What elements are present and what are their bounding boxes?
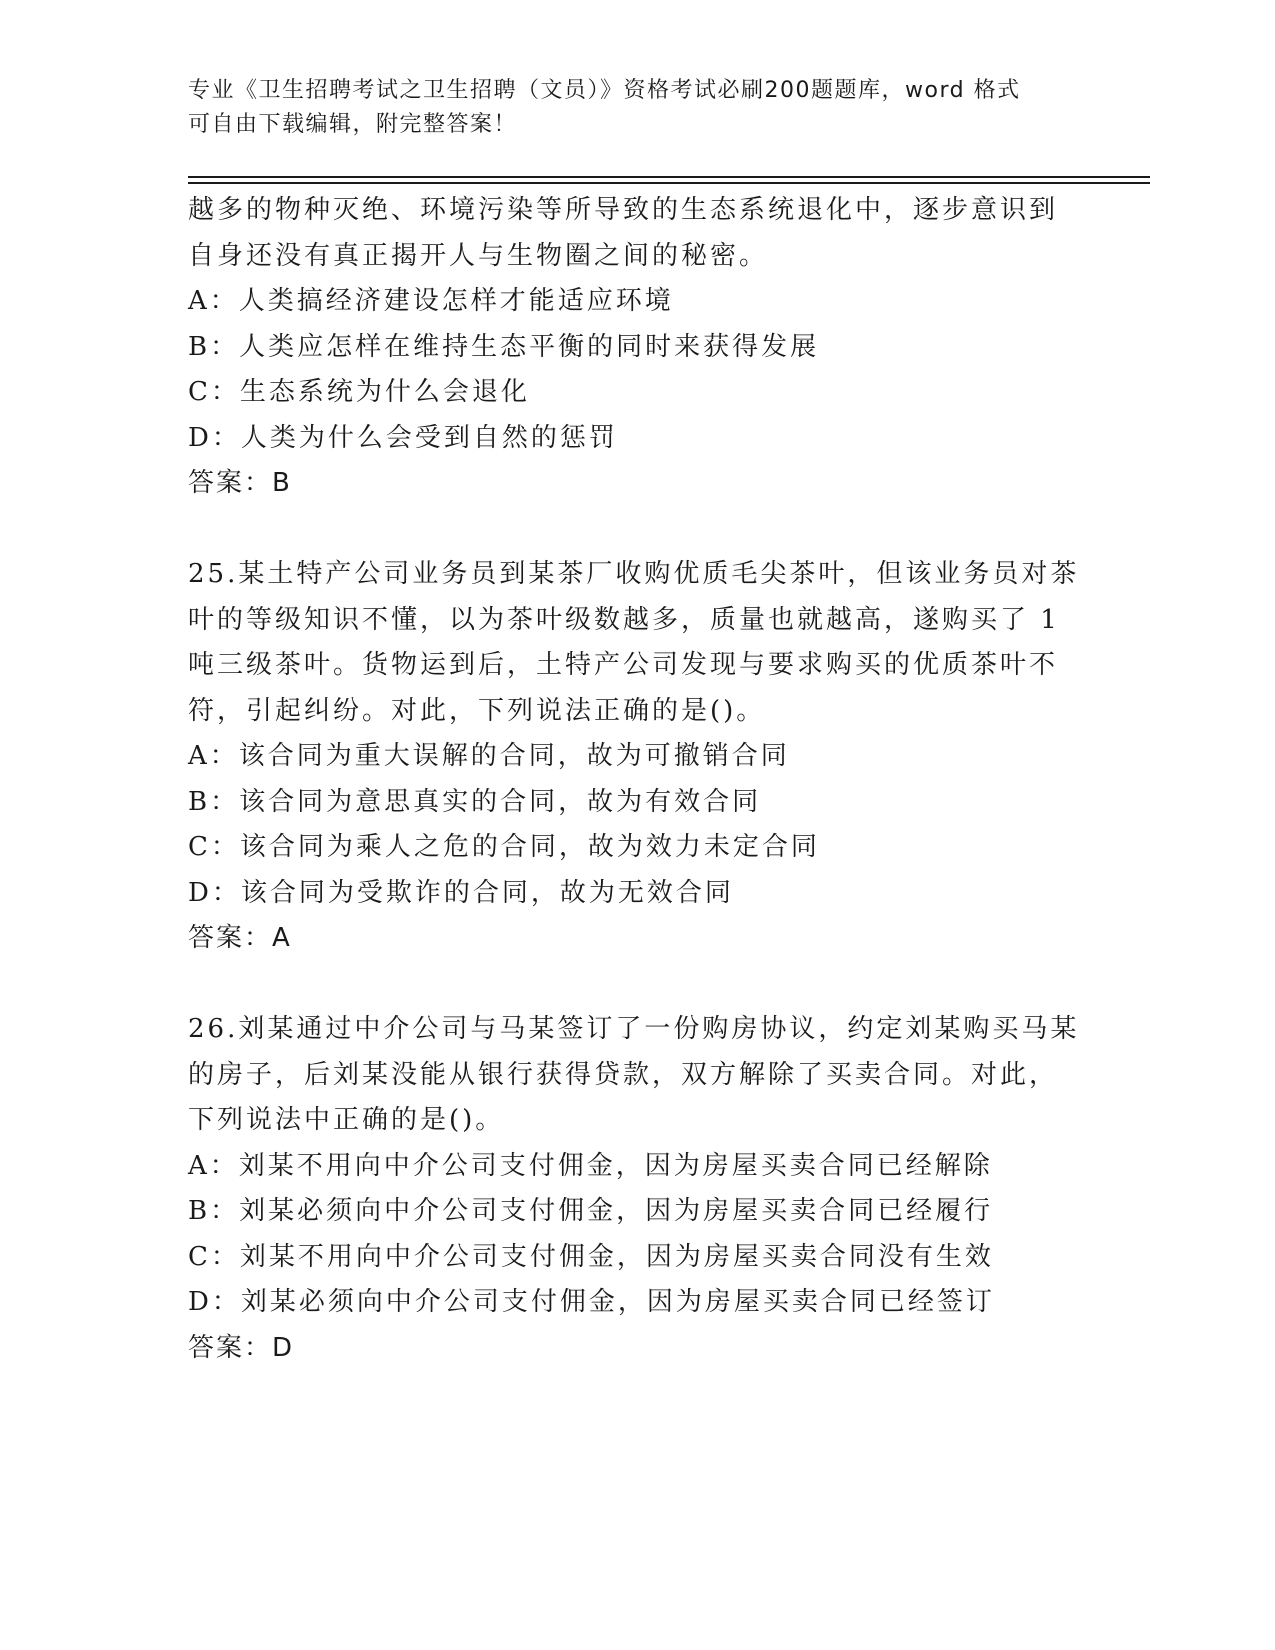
header-title-line-1: 专业《卫生招聘考试之卫生招聘（文员）》资格考试必刷200题题库，word 格式 (188, 78, 1021, 103)
question-stem-line: 符，引起纠纷。对此，下列说法正确的是()。 (188, 695, 766, 726)
answer-line: 答案：D (188, 1332, 295, 1363)
document-header (188, 74, 1068, 142)
option-a: A：刘某不用向中介公司支付佣金，因为房屋买卖合同已经解除 (188, 1150, 993, 1181)
option-c: C：刘某不用向中介公司支付佣金，因为房屋买卖合同没有生效 (188, 1241, 994, 1272)
question-block-prev (188, 188, 1088, 507)
option-b: B：该合同为意思真实的合同，故为有效合同 (188, 786, 762, 817)
option-b: B：刘某必须向中介公司支付佣金，因为房屋买卖合同已经履行 (188, 1196, 994, 1226)
spacer (188, 507, 1088, 553)
question-block-26 (188, 1007, 1088, 1371)
question-stem-line: 下列说法中正确的是()。 (188, 1105, 505, 1135)
header-divider-bottom (188, 182, 1150, 184)
question-stem-line: 叶的等级知识不懂，以为茶叶级数越多，质量也就越高，遂购买了 1 (188, 604, 1060, 635)
question-stem-line: 越多的物种灭绝、环境污染等所导致的生态系统退化中，逐步意识到 (188, 195, 1059, 225)
question-block-25 (188, 552, 1088, 962)
option-c: C：生态系统为什么会退化 (188, 377, 530, 407)
option-a: A：该合同为重大误解的合同，故为可撤销合同 (188, 741, 790, 771)
header-title-line-2: 可自由下载编辑，附完整答案！ (188, 112, 518, 137)
option-d: D：刘某必须向中介公司支付佣金，因为房屋买卖合同已经签订 (188, 1287, 995, 1317)
spacer (188, 962, 1088, 1008)
option-d: D：该合同为受欺诈的合同，故为无效合同 (188, 877, 734, 908)
option-a: A：人类搞经济建设怎样才能适应环境 (188, 286, 674, 316)
answer-line: 答案：B (188, 468, 292, 498)
question-stem-line: 自身还没有真正揭开人与生物圈之间的秘密。 (188, 240, 769, 271)
option-d: D：人类为什么会受到自然的惩罚 (188, 422, 618, 453)
answer-line: 答案：A (188, 923, 292, 953)
question-stem-line: 25.某土特产公司业务员到某茶厂收购优质毛尖茶叶，但该业务员对茶 (188, 559, 1080, 589)
question-stem-line: 的房子，后刘某没能从银行获得贷款，双方解除了买卖合同。对此， (188, 1059, 1059, 1090)
header-divider-top (188, 176, 1150, 178)
question-stem-line: 26.刘某通过中介公司与马某签订了一份购房协议，约定刘某购买马某 (188, 1014, 1080, 1044)
option-c: C：该合同为乘人之危的合同，故为效力未定合同 (188, 832, 820, 862)
question-stem-line: 吨三级茶叶。货物运到后，土特产公司发现与要求购买的优质茶叶不 (188, 650, 1059, 680)
option-b: B：人类应怎样在维持生态平衡的同时来获得发展 (188, 331, 820, 362)
document-body (188, 188, 1088, 1371)
